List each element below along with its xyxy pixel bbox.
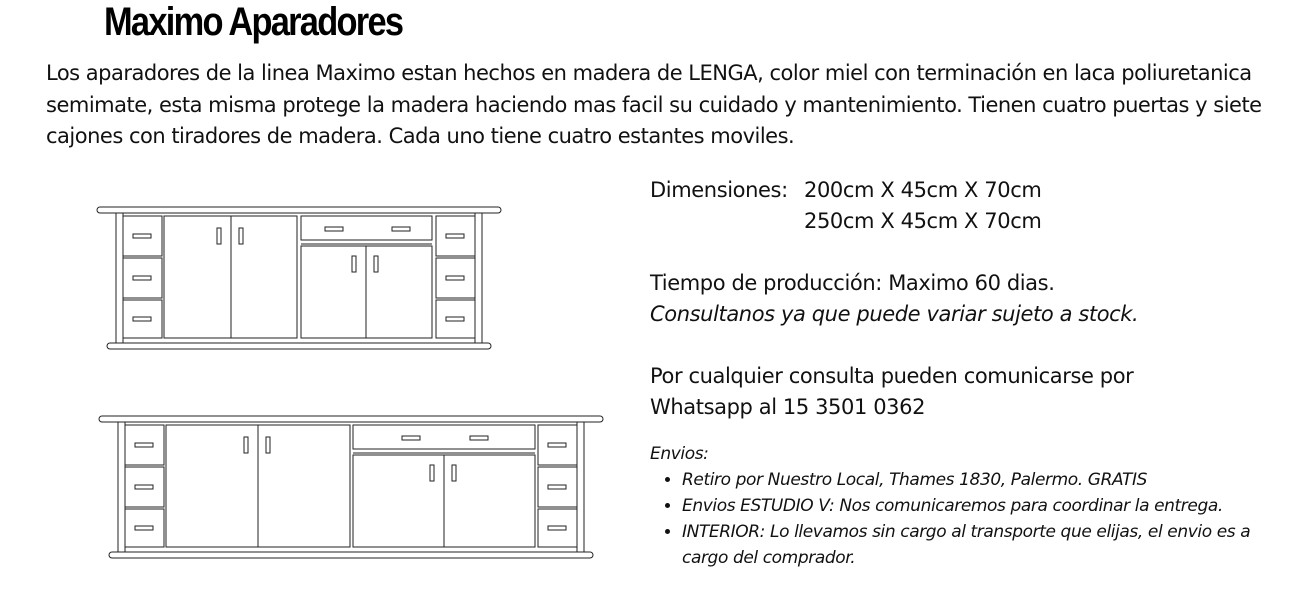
dimensions-row-1 — [650, 175, 1270, 206]
shipping-heading: Envios: — [650, 444, 709, 464]
dimensions-value: 250cm X 45cm X 70cm — [804, 209, 1042, 233]
list-item: • INTERIOR: Lo llevamos sin cargo al transporte que elijas, el envio es a cargo del comprador. — [682, 519, 1270, 571]
sideboard-250cm-drawing — [98, 415, 606, 561]
sideboard-200cm-drawing — [96, 206, 504, 352]
product-description: Los aparadores de la linea Maximo estan hechos en madera de LENGA, color miel con terminación en laca poliuretanica semimate, esta misma protege la madera haciendo mas facil su cuidado y mantenimiento. Tienen cuatro puertas y siete cajones con tiradores de madera. Cada uno tiene cuatro estantes moviles. — [46, 61, 1262, 148]
page-title: Maximo Aparadores — [104, 0, 403, 44]
list-item: • Envios ESTUDIO V: Nos comunicaremos para coordinar la entrega. — [682, 493, 1270, 519]
whatsapp-line: Whatsapp al 15 3501 0362 — [650, 395, 926, 419]
production-time: Tiempo de producción: Maximo 60 dias. — [650, 271, 1055, 295]
contact-line: Por cualquier consulta pueden comunicarse por — [650, 364, 1134, 388]
dimensions-value: 200cm X 45cm X 70cm — [804, 178, 1042, 202]
dimensions-label: Dimensiones: — [650, 178, 788, 202]
dimensions-row-2 — [650, 206, 1270, 237]
shipping-list — [650, 467, 1270, 571]
product-details — [650, 175, 1270, 571]
shipping-section — [650, 441, 1270, 571]
list-item: • Retiro por Nuestro Local, Thames 1830, Palermo. GRATIS — [682, 467, 1270, 493]
production-note: Consultanos ya que puede variar sujeto a stock. — [650, 302, 1139, 326]
